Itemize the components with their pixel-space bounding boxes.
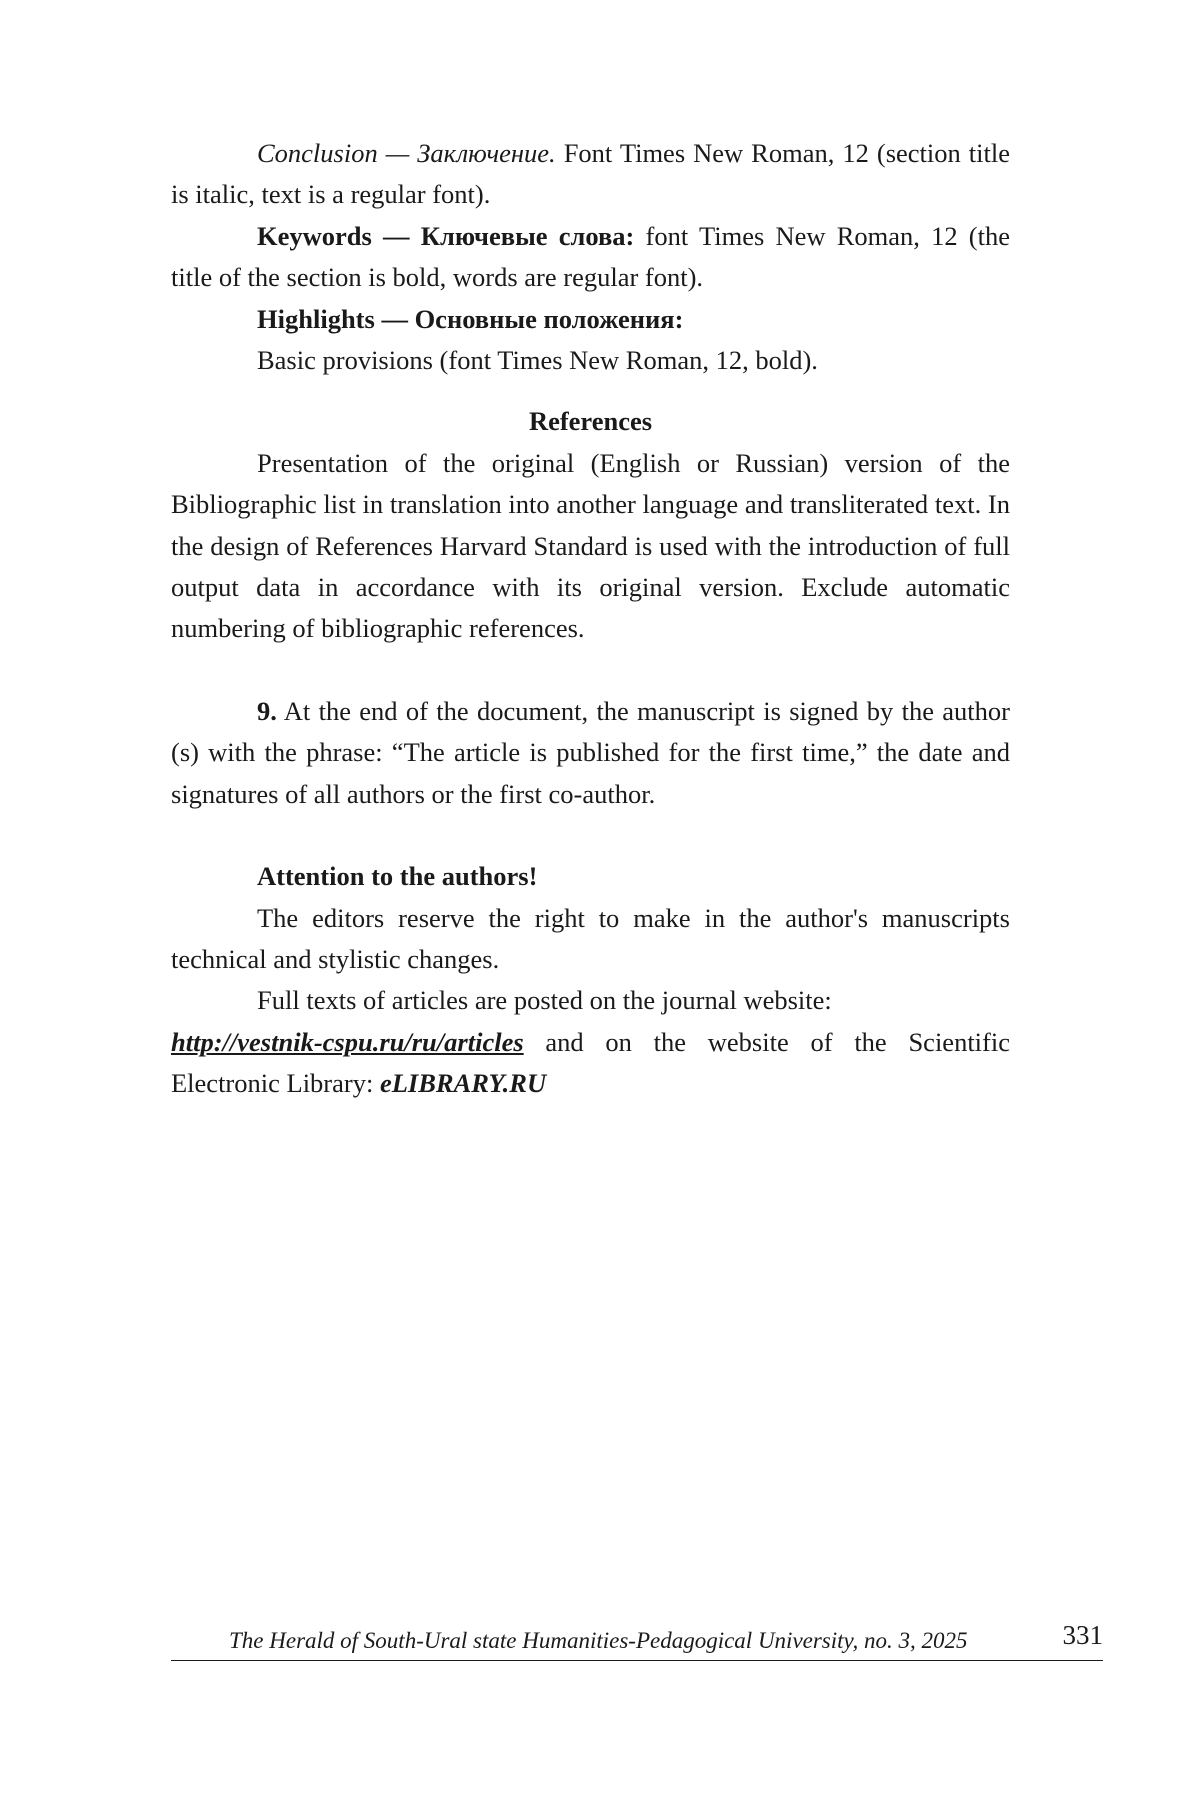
keywords-title: Keywords — Ключевые слова: [257,221,634,251]
conclusion-paragraph [171,133,1010,216]
conclusion-title: Conclusion — Заключение. [257,138,556,168]
website-suffix: and on the website of the Scientific Electronic Library: [171,1027,1010,1098]
references-text: Presentation of the original (English or Russian) version of the Bibliographic list in translation into another language and transliterated text. In the design of References Harvard Standard is used with the introduction of full output data in accordance with its original version. Exclude automatic numbering of bibliographic references. [171,443,1010,650]
highlights-text: Basic provisions (font Times New Roman, 12, bold). [171,340,1010,381]
attention-heading: Attention to the authors! [171,856,1010,897]
fulltext-intro: Full texts of articles are posted on the journal website: [171,980,1010,1021]
keywords-paragraph [171,216,1010,299]
elibrary-name: eLIBRARY.RU [380,1068,546,1098]
conclusion-text: Font Times New Roman, 12 (section title is italic, text is a regular font). [171,138,1010,209]
item-9-number: 9. [257,696,277,726]
document-page [0,0,1200,1798]
journal-website-link[interactable]: http://vestnik-cspu.ru/ru/articles [171,1027,524,1057]
page-body [171,133,1010,1105]
keywords-text: font Times New Roman, 12 (the title of the section is bold, words are regular font). [171,221,1010,292]
references-heading: References [171,401,1010,442]
item-9-text: At the end of the document, the manuscript is signed by the author (s) with the phrase: “The article is published for the first time,” the date and signatures of all authors or the first co-author. [171,696,1010,809]
highlights-title: Highlights — Основные положения: [171,299,1010,340]
editors-paragraph: The editors reserve the right to make in the author's manuscripts technical and stylistic changes. [171,898,1010,981]
website-paragraph [171,1022,1010,1105]
page-footer [171,1618,1103,1661]
journal-title: The Herald of South-Ural state Humanities-Pedagogical University, no. 3, 2025 [229,1628,967,1654]
item-9-paragraph [171,691,1010,815]
page-number: 331 [1063,1620,1104,1651]
